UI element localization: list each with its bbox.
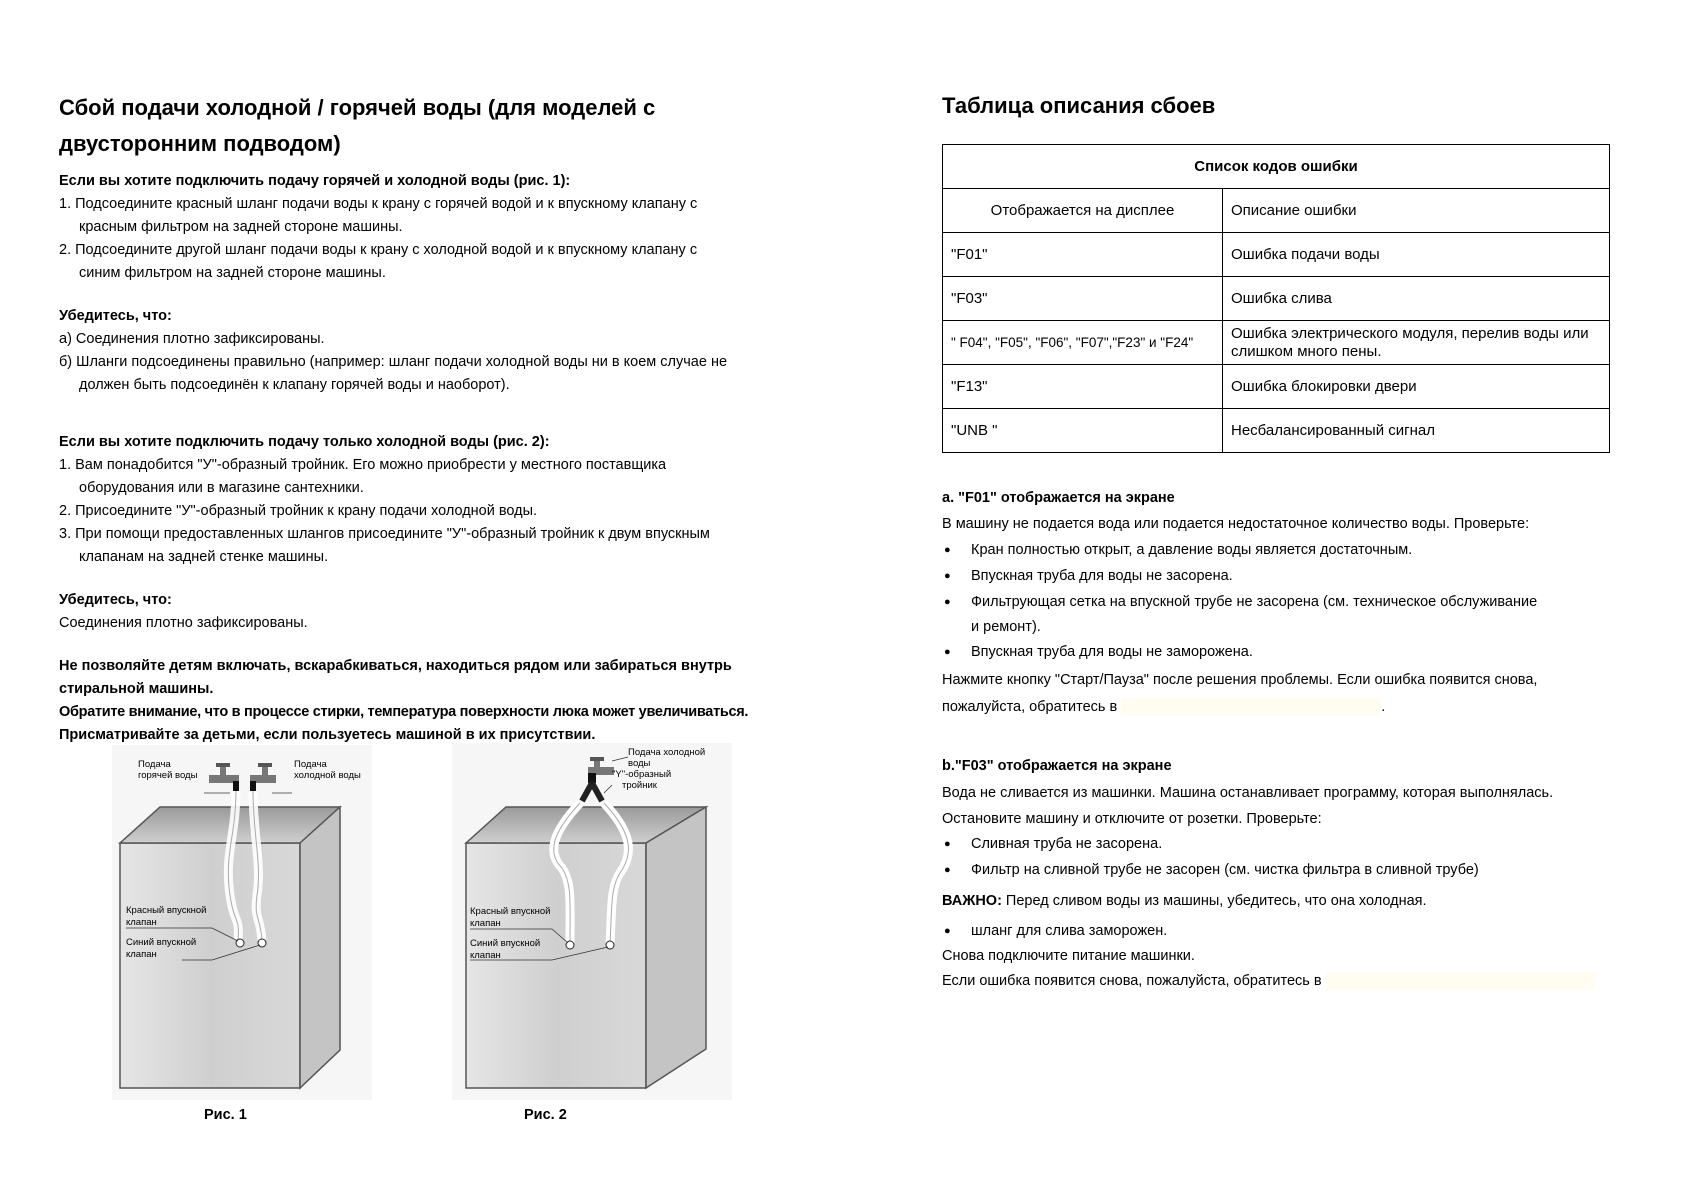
f01-outro-text: пожалуйста, обратитесь в xyxy=(942,699,1118,715)
f01-outro: Нажмите кнопку "Старт/Пауза" после решения проблемы. Если ошибка появится снова, xyxy=(942,672,1538,688)
check-line: б) Шланги подсоединены правильно (например: шланг подачи холодной воды ни в коем случае не xyxy=(59,354,728,370)
cold-step: 3. При помощи предоставленных шлангов присоедините "У"-образный тройник к двум впускным xyxy=(59,526,710,542)
fig1-hot-label: горячей воды xyxy=(138,770,198,781)
fig2-blue-valve-label: клапан xyxy=(470,950,501,961)
fig2-cold-label: воды xyxy=(628,758,651,769)
column-header-description: Описание ошибки xyxy=(1223,189,1610,233)
error-code: " F04", "F05", "F06", "F07","F23" и "F24" xyxy=(943,321,1223,365)
fig2-cold-label: Подача холодной xyxy=(628,747,706,758)
check-heading: Убедитесь, что: xyxy=(59,592,172,608)
error-code: "F03" xyxy=(943,277,1223,321)
hot-cold-step: 1. Подсоедините красный шланг подачи воды к крану с горячей водой и к впускному клапану с xyxy=(59,196,698,212)
f03-bullet: ● шланг для слива заморожен. xyxy=(942,919,1642,943)
column-header-display: Отображается на дисплее xyxy=(943,189,1223,233)
blue-valve-icon xyxy=(258,939,266,947)
f03-bullet: ● Фильтр на сливной трубе не засорен (см. чистка фильтра в сливной трубе) xyxy=(942,857,1642,883)
figure-1-caption: Рис. 1 xyxy=(204,1107,247,1123)
hot-cold-step: 2. Подсоедините другой шланг подачи воды к крану с холодной водой и к впускному клапану с xyxy=(59,242,698,258)
service-center-highlight xyxy=(1326,972,1596,990)
fig1-red-valve-label: клапан xyxy=(126,917,157,928)
table-header: Список кодов ошибки xyxy=(943,145,1610,189)
table-row xyxy=(943,277,1610,321)
f03-bullet: ● Сливная труба не засорена. xyxy=(942,831,1642,857)
hot-cold-step: красным фильтром на задней стороне машины. xyxy=(79,219,403,235)
f01-intro: В машину не подается вода или подается недостаточное количество воды. Проверьте: xyxy=(942,516,1530,532)
contact-line xyxy=(942,969,1642,993)
warning-line: стиральной машины. xyxy=(59,681,214,697)
cold-heading: Если вы хотите подключить подачу только холодной воды (рис. 2): xyxy=(59,434,550,450)
error-code-table xyxy=(942,144,1610,453)
important-label: ВАЖНО: xyxy=(942,893,1002,909)
error-desc: Ошибка электрического модуля, перелив воды или слишком много пены. xyxy=(1223,321,1610,365)
f01-bullet: ● Впускная труба для воды не заморожена. xyxy=(942,639,1642,665)
hot-cold-step: синим фильтром на задней стороне машины. xyxy=(79,265,386,281)
check-line: Соединения плотно зафиксированы. xyxy=(59,615,308,631)
fig2-blue-valve-label: Синий впускной xyxy=(470,938,541,949)
check-line: а) Соединения плотно зафиксированы. xyxy=(59,331,325,347)
cold-step: 1. Вам понадобится "У"-образный тройник. Его можно приобрести у местного поставщика xyxy=(59,457,667,473)
fig2-y-label: "Y"-образный xyxy=(612,769,672,780)
fig1-hot-label: Подача xyxy=(138,759,171,770)
reconnect-line: Снова подключите питание машинки. xyxy=(942,948,1195,964)
f01-heading: a. "F01" отображается на экране xyxy=(942,490,1175,506)
fig2-red-valve-label: клапан xyxy=(470,918,501,929)
cold-step: клапанам на задней стенке машины. xyxy=(79,549,329,565)
table-row xyxy=(943,321,1610,365)
fig1-cold-label: холодной воды xyxy=(294,770,361,781)
contact-text: Если ошибка появится снова, пожалуйста, обратитесь в xyxy=(942,973,1322,989)
f01-bullet: ● Фильтрующая сетка на впускной трубе не засорена (см. техническое обслуживание xyxy=(942,589,1642,615)
f01-bullet: ● Кран полностью открыт, а давление воды является достаточным. xyxy=(942,537,1642,563)
check-line: должен быть подсоединён к клапану горячей воды и наоборот). xyxy=(79,377,510,393)
f03-heading: b."F03" отображается на экране xyxy=(942,758,1172,774)
table-row xyxy=(943,365,1610,409)
fig1-blue-valve-label: Синий впускной xyxy=(126,937,197,948)
warning-line: Присматривайте за детьми, если пользуетесь машиной в их присутствии. xyxy=(59,727,596,743)
warning-line: Обратите внимание, что в процессе стирки, температура поверхности люка может увеличиваться. xyxy=(59,704,749,720)
f01-outro-line xyxy=(942,695,1642,719)
error-desc: Ошибка блокировки двери xyxy=(1223,365,1610,409)
error-desc: Ошибка слива xyxy=(1223,277,1610,321)
error-desc: Несбалансированный сигнал xyxy=(1223,409,1610,453)
figure-2-washing-machine xyxy=(452,743,732,1100)
right-column xyxy=(942,88,1642,993)
table-row xyxy=(943,233,1610,277)
cold-step: оборудования или в магазине сантехники. xyxy=(79,480,364,496)
important-line xyxy=(942,883,1642,919)
error-desc: Ошибка подачи воды xyxy=(1223,233,1610,277)
blue-valve-icon xyxy=(606,941,614,949)
fig2-red-valve-label: Красный впускной xyxy=(470,906,551,917)
page-title: Сбой подачи холодной / горячей воды (для моделей с двусторонним подводом) xyxy=(59,95,656,156)
fig1-blue-valve-label: клапан xyxy=(126,949,157,960)
fig1-red-valve-label: Красный впускной xyxy=(126,905,207,916)
figure-1-washing-machine xyxy=(112,745,372,1100)
f01-bullet: ● Впускная труба для воды не засорена. xyxy=(942,563,1642,589)
table-row xyxy=(943,409,1610,453)
f01-bullet-cont: и ремонт). xyxy=(971,619,1041,635)
hot-cold-heading: Если вы хотите подключить подачу горячей и холодной воды (рис. 1): xyxy=(59,173,571,189)
left-column xyxy=(59,90,829,747)
fig2-y-label: тройник xyxy=(622,780,657,791)
check-heading: Убедитесь, что: xyxy=(59,308,172,324)
important-text: Перед сливом воды из машины, убедитесь, что она холодная. xyxy=(1001,893,1427,909)
f03-intro: Остановите машину и отключите от розетки. Проверьте: xyxy=(942,811,1322,827)
warning-line: Не позволяйте детям включать, вскарабкиваться, находиться рядом или забираться внутрь xyxy=(59,658,732,674)
section-title: Таблица описания сбоев xyxy=(942,93,1216,118)
fig1-cold-label: Подача xyxy=(294,759,327,770)
f01-outro-end: . xyxy=(1381,699,1386,715)
figures xyxy=(112,745,732,1135)
figure-2-caption: Рис. 2 xyxy=(524,1107,567,1123)
cold-step: 2. Присоедините "У"-образный тройник к крану подачи холодной воды. xyxy=(59,503,538,519)
error-code: "F01" xyxy=(943,233,1223,277)
error-code: "F13" xyxy=(943,365,1223,409)
error-code: "UNB " xyxy=(943,409,1223,453)
service-center-highlight xyxy=(1121,698,1381,716)
f03-intro: Вода не сливается из машинки. Машина останавливает программу, которая выполнялась. xyxy=(942,785,1554,801)
